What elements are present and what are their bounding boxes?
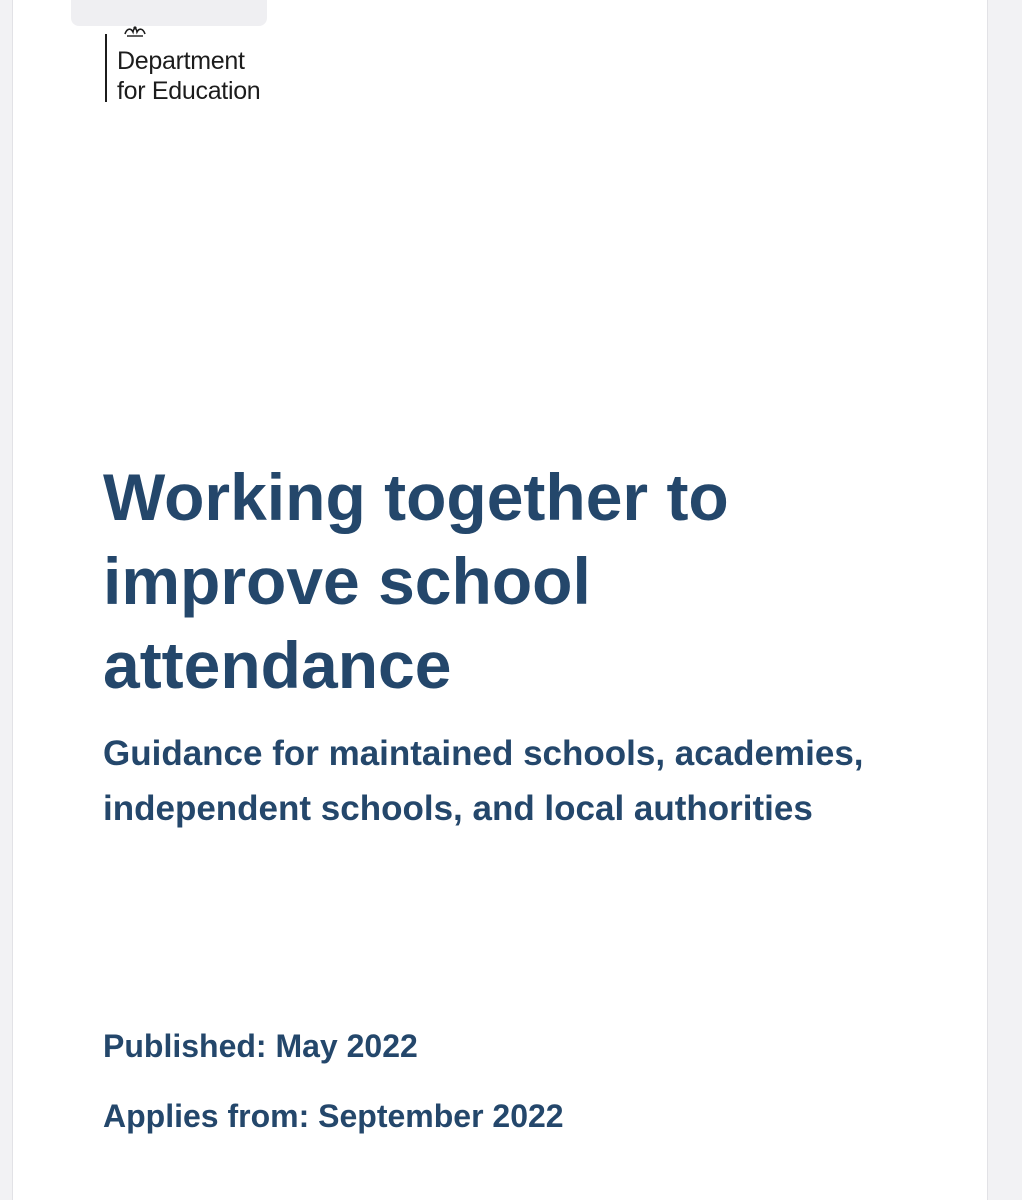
document-title: Working together to improve school attendance [103, 460, 729, 702]
royal-arms-crest-icon [123, 24, 147, 38]
logo-line-education: for Education [117, 77, 261, 105]
logo-text [117, 46, 260, 106]
document-page [12, 0, 988, 1200]
logo-rule [105, 34, 107, 102]
document-subtitle: Guidance for maintained schools, academies, independent schools, and local authorities [103, 734, 864, 828]
applies-from-date: Applies from: September 2022 [103, 1098, 564, 1134]
viewer-top-overlay [71, 0, 267, 26]
published-date: Published: May 2022 [103, 1028, 418, 1064]
logo-line-department: Department [117, 47, 245, 75]
